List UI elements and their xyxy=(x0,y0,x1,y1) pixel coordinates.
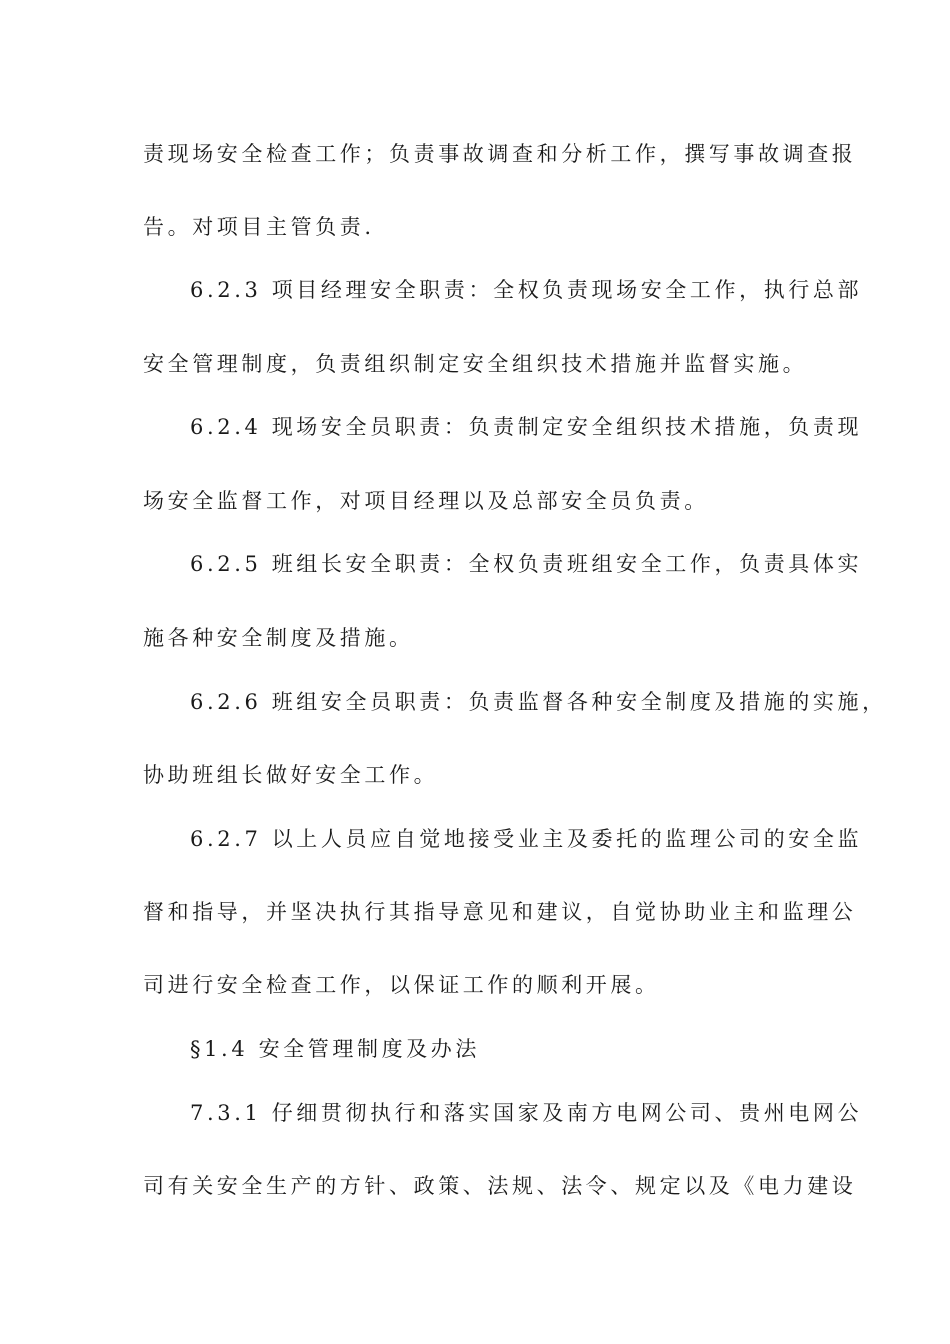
text-line-10: 协助班组长做好安全工作。 xyxy=(143,763,439,787)
section-heading: §1.4 安全管理制度及办法 xyxy=(190,1037,480,1061)
text-line-1: 责现场安全检查工作；负责事故调查和分析工作，撰写事故调查报 xyxy=(143,142,857,166)
text-line-8: 施各种安全制度及措施。 xyxy=(143,626,414,650)
text-line-15: 7.3.1 仔细贯彻执行和落实国家及南方电网公司、贵州电网公 xyxy=(190,1101,863,1125)
text-line-5: 6.2.4 现场安全员职责：负责制定安全组织技术措施，负责现 xyxy=(190,415,863,439)
text-line-12: 督和指导，并坚决执行其指导意见和建议，自觉协助业主和监理公 xyxy=(143,900,857,924)
text-line-11: 6.2.7 以上人员应自觉地接受业主及委托的监理公司的安全监 xyxy=(190,827,863,851)
text-line-13: 司进行安全检查工作，以保证工作的顺利开展。 xyxy=(143,973,660,997)
text-line-6: 场安全监督工作，对项目经理以及总部安全员负责。 xyxy=(143,489,709,513)
text-line-3: 6.2.3 项目经理安全职责：全权负责现场安全工作，执行总部 xyxy=(190,278,863,302)
text-line-4: 安全管理制度，负责组织制定安全组织技术措施并监督实施。 xyxy=(143,352,808,376)
text-line-2: 告。对项目主管负责. xyxy=(143,215,375,239)
text-line-7: 6.2.5 班组长安全职责：全权负责班组安全工作，负责具体实 xyxy=(190,552,863,576)
text-line-16: 司有关安全生产的方针、政策、法规、法令、规定以及《电力建设 xyxy=(143,1174,857,1198)
text-line-9: 6.2.6 班组安全员职责：负责监督各种安全制度及措施的实施， xyxy=(190,690,887,714)
